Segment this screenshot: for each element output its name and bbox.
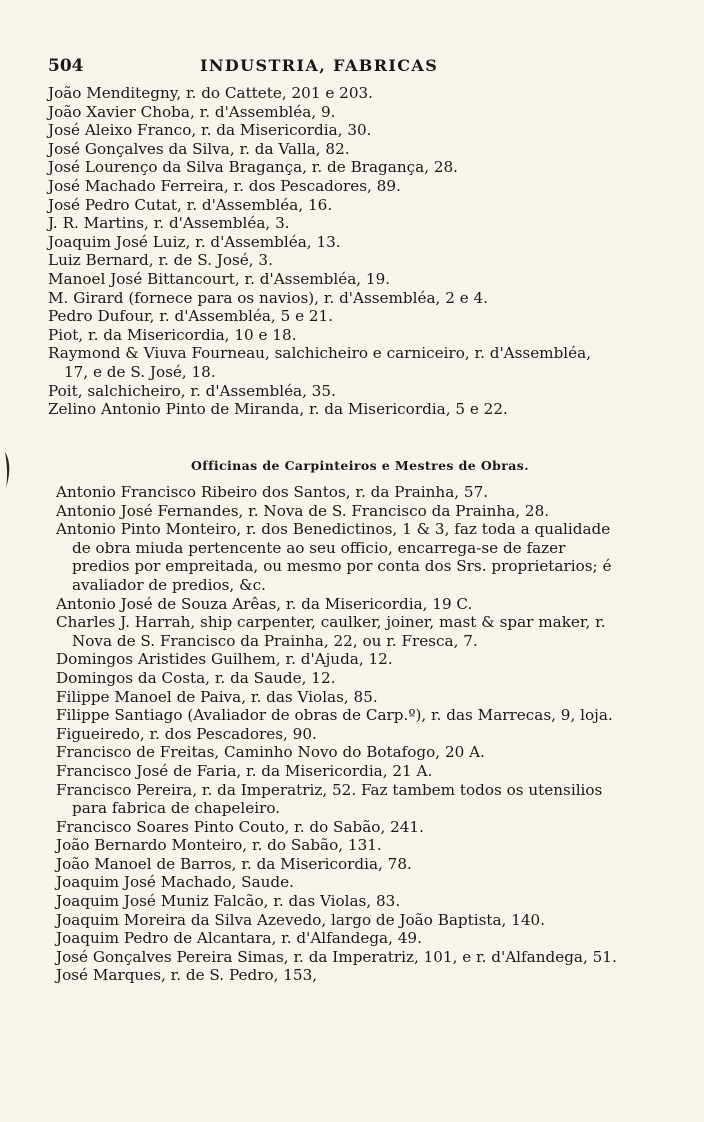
section-heading: Officinas de Carpinteiros e Mestres de Obras. [191,458,529,473]
directory-entry: José Gonçalves Pereira Simas, r. da Imperatriz, 101, e r. d'Alfandega, 51. [56,947,617,966]
directory-entry: Luiz Bernard, r. de S. José, 3. [48,251,273,270]
directory-entry: Figueiredo, r. dos Pescadores, 90. [56,724,317,743]
directory-entry: Francisco de Freitas, Caminho Novo do Botafogo, 20 A. [56,743,485,762]
directory-entry: João Menditegny, r. do Cattete, 201 e 203. [48,84,373,102]
page-header [48,56,608,80]
running-head: INDUSTRIA, FABRICAS [200,56,439,75]
directory-entry: Joaquim José Muniz Falcão, r. das Violas, 83. [56,892,401,911]
directory-entry: Joaquim José Machado, Saude. [56,873,294,892]
directory-entry: Pedro Dufour, r. d'Assembléa, 5 e 21. [48,307,334,326]
directory-entry: J. R. Martins, r. d'Assembléa, 3. [48,214,290,233]
margin-ink-mark-icon [2,450,12,490]
directory-entry: José Pedro Cutat, r. d'Assembléa, 16. [48,195,333,214]
directory-entry: João Bernardo Monteiro, r. do Sabão, 131. [56,836,382,855]
directory-entry: Francisco José de Faria, r. da Misericordia, 21 A. [56,761,433,780]
directory-entry: Joaquim Moreira da Silva Azevedo, largo de João Baptista, 140. [56,910,546,929]
directory-entry: José Gonçalves da Silva, r. da Valla, 82. [48,139,350,158]
directory-entry: Filippe Manoel de Paiva, r. das Violas, 85. [56,687,378,706]
directory-entry: João Xavier Choba, r. d'Assembléa, 9. [48,102,336,121]
directory-entry: Domingos da Costa, r. da Saude, 12. [56,668,336,687]
directory-entry: Joaquim José Luiz, r. d'Assembléa, 13. [48,232,341,251]
directory-entry: Manoel José Bittancourt, r. d'Assembléa, 19. [48,269,391,288]
directory-entry: Francisco Pereira, r. da Imperatriz, 52. Faz tambem todos os utensilios para fabrica de chapeleiro. [56,780,603,818]
directory-entry: José Machado Ferreira, r. dos Pescadores, 89. [48,176,401,195]
directory-entry: Raymond & Viuva Fourneau, salchicheiro e carniceiro, r. d'Assembléa, 17, e de S. José, 18. [48,344,592,381]
directory-list-1 [48,84,618,419]
directory-entry: Poit, salchicheiro, r. d'Assembléa, 35. [48,381,336,400]
directory-entry: Antonio José Fernandes, r. Nova de S. Francisco da Prainha, 28. [56,501,550,520]
directory-entry: Antonio Francisco Ribeiro dos Santos, r. da Prainha, 57. [56,483,489,501]
page-number: 504 [48,56,84,76]
directory-entry: José Marques, r. de S. Pedro, 153, [56,966,318,985]
directory-entry: Antonio Pinto Monteiro, r. dos Benedictinos, 1 & 3, faz toda a qualidade de obra miuda pertencente ao seu officio, encarrega-se de fazer predios por empreitada, ou mesmo por conta dos Srs. proprietarios; é avaliador de predios, &c. [56,520,612,594]
directory-entry: Domingos Aristides Guilhem, r. d'Ajuda, 12. [56,650,393,669]
directory-entry: Zelino Antonio Pinto de Miranda, r. da Misericordia, 5 e 22. [48,400,508,419]
directory-entry: Joaquim Pedro de Alcantara, r. d'Alfandega, 49. [56,929,422,948]
directory-entry: Filippe Santiago (Avaliador de obras de Carp.º), r. das Marrecas, 9, loja. [56,706,613,725]
directory-entry: Antonio José de Souza Arêas, r. da Misericordia, 19 C. [56,594,473,613]
directory-entry: Piot, r. da Misericordia, 10 e 18. [48,325,297,344]
directory-entry: José Lourenço da Silva Bragança, r. de Bragança, 28. [48,158,458,177]
directory-entry: Francisco Soares Pinto Couto, r. do Sabão, 241. [56,817,424,836]
directory-list-2 [48,483,618,985]
directory-entry: João Manoel de Barros, r. da Misericordia, 78. [56,854,412,873]
directory-entry: Charles J. Harrah, ship carpenter, caulker, joiner, mast & spar maker, r. Nova de S. Francisco da Prainha, 22, ou r. Fresca, 7. [56,613,606,650]
directory-entry: M. Girard (fornece para os navios), r. d'Assembléa, 2 e 4. [48,288,488,307]
directory-entry: José Aleixo Franco, r. da Misericordia, 30. [48,121,372,140]
